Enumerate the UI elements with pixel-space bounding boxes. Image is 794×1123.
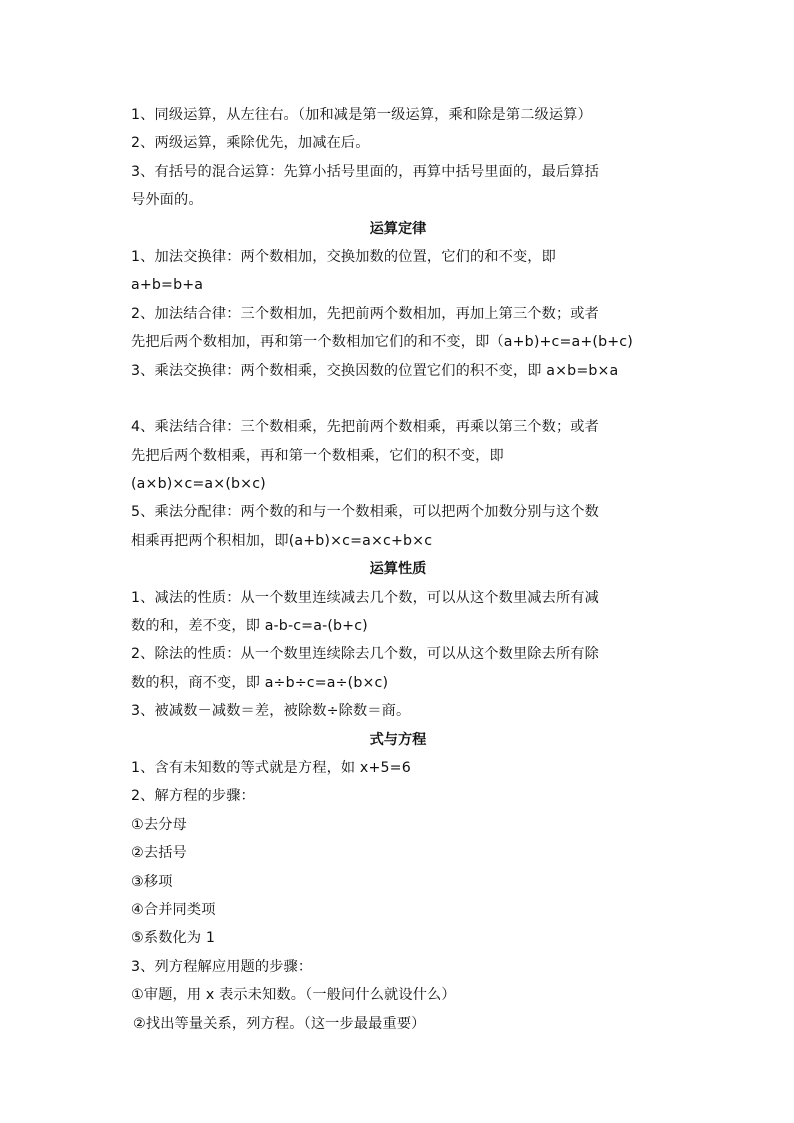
properties-line-1: 1、减法的性质：从一个数里连续减去几个数，可以从这个数里减去所有减 [131, 589, 599, 606]
laws-line-5: 3、乘法交换律：两个数相乘，交换因数的位置它们的积不变，即 a×b=b×a [131, 362, 619, 379]
equations-line-1: 1、含有未知数的等式就是方程，如 x+5=6 [131, 759, 411, 776]
intro-line-4: 号外面的。 [131, 192, 203, 209]
laws-line-10: 5、乘法分配律：两个数的和与一个数相乘，可以把两个加数分别与这个数 [131, 504, 599, 521]
properties-line-3: 2、除法的性质：从一个数里连续除去几个数，可以从这个数里除去所有除 [131, 646, 599, 663]
equations-step-3: ③移项 [131, 873, 173, 890]
laws-line-3: 2、加法结合律：三个数相加，先把前两个数相加，再加上第三个数；或者 [131, 305, 599, 322]
laws-line-8: 先把后两个数相乘，再和第一个数相乘，它们的积不变，即 [131, 447, 504, 464]
equations-line-8: 3、列方程解应用题的步骤： [131, 958, 313, 975]
equations-step-4: ④合并同类项 [131, 901, 216, 918]
laws-blank-line [131, 385, 671, 413]
laws-line-11: 相乘再把两个积相加，即(a+b)×c=a×c+b×c [131, 532, 433, 549]
laws-line-7: 4、乘法结合律：三个数相乘，先把前两个数相乘，再乘以第三个数；或者 [131, 419, 599, 436]
laws-line-9: (a×b)×c=a×(b×c) [131, 476, 266, 493]
document-content [131, 101, 671, 1038]
laws-line-1: 1、加法交换律：两个数相加，交换加数的位置，它们的和不变，即 [131, 248, 556, 265]
section-heading-properties: 运算性质 [369, 561, 427, 578]
properties-line-4: 数的积，商不变，即 a÷b÷c=a÷(b×c) [131, 674, 389, 691]
equations-app-step-2: ②找出等量关系，列方程。（这一步最最重要） [133, 1015, 426, 1032]
equations-step-5: ⑤系数化为 1 [131, 930, 216, 947]
properties-line-5: 3、被减数－减数＝差，被除数÷除数＝商。 [131, 703, 411, 720]
properties-line-2: 数的和，差不变，即 a-b-c=a-(b+c) [131, 618, 368, 635]
equations-step-1: ①去分母 [131, 816, 187, 833]
section-heading-laws: 运算定律 [369, 220, 427, 237]
equations-step-2: ②去括号 [131, 845, 187, 862]
intro-line-2: 2、两级运算，乘除优先，加减在后。 [131, 135, 370, 152]
laws-line-2: a+b=b+a [131, 277, 204, 294]
laws-line-4: 先把后两个数相加，再和第一个数相加它们的和不变，即（a+b)+c=a+(b+c) [131, 334, 633, 351]
intro-line-1: 1、同级运算，从左往右。（加和减是第一级运算，乘和除是第二级运算） [131, 107, 592, 123]
equations-app-step-1: ①审题，用 x 表示未知数。（一般问什么就设什么） [131, 987, 456, 1004]
equations-line-2: 2、解方程的步骤： [131, 788, 255, 805]
section-heading-equations: 式与方程 [369, 731, 427, 748]
intro-line-3: 3、有括号的混合运算：先算小括号里面的，再算中括号里面的，最后算括 [131, 163, 599, 180]
